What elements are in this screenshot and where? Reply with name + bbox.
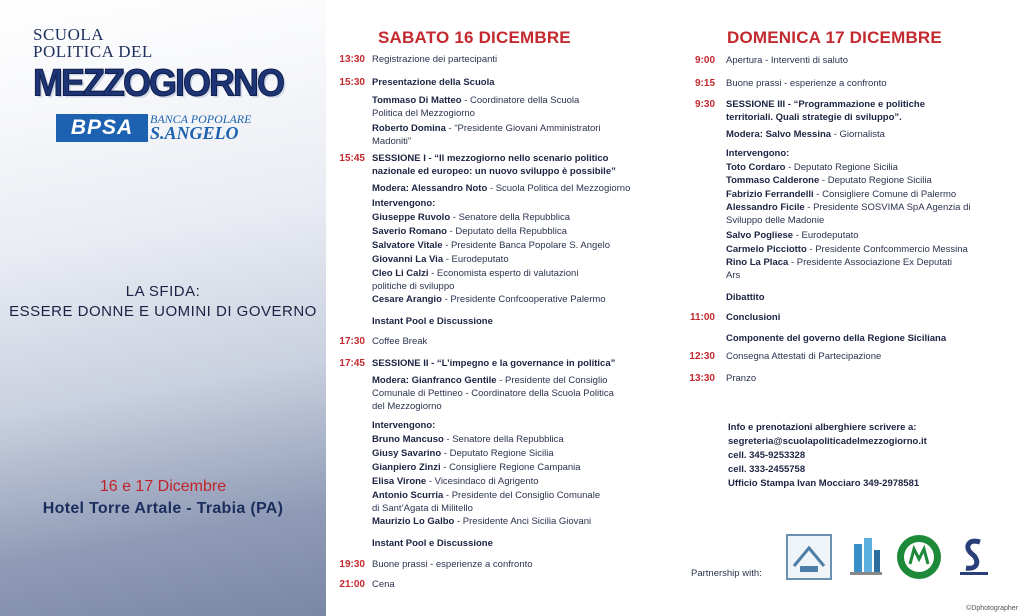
speaker-entry bbox=[372, 475, 539, 488]
schedule-text-continued: Ars bbox=[726, 270, 741, 281]
schedule-time: 19:30 bbox=[339, 559, 365, 570]
schedule-heading: Intervengono: bbox=[726, 148, 790, 159]
sfida-line-1: LA SFIDA: bbox=[125, 283, 201, 300]
schedule-time: 11:00 bbox=[689, 312, 715, 323]
partnership-label: Partnership with: bbox=[691, 568, 762, 579]
speaker-entry bbox=[372, 433, 564, 446]
schedule-time: 9:30 bbox=[694, 99, 715, 110]
schedule-time: 17:45 bbox=[339, 358, 365, 369]
partner-logo-1 bbox=[786, 534, 832, 580]
speaker-role: - Deputato Regione Sicilia bbox=[785, 162, 898, 173]
schedule-text-continued: di Sant’Agata di Militello bbox=[372, 503, 473, 514]
info-line: Ufficio Stampa Ivan Mocciaro 349-2978581 bbox=[728, 478, 920, 489]
speaker-name: Bruno Mancuso bbox=[372, 434, 444, 445]
speaker-entry bbox=[372, 447, 554, 460]
speaker-name: Carmelo Picciotto bbox=[726, 244, 807, 255]
speaker-name: Rino La Placa bbox=[726, 257, 789, 268]
schedule-text: Presentazione della Scuola bbox=[372, 77, 495, 88]
speaker-name: Fabrizio Ferrandelli bbox=[726, 189, 814, 200]
speaker-entry bbox=[372, 461, 581, 474]
schedule-time: 15:45 bbox=[339, 153, 365, 164]
schedule-time: 17:30 bbox=[339, 336, 365, 347]
speaker-role: - Eurodeputato bbox=[443, 254, 509, 265]
left-panel bbox=[0, 0, 326, 616]
schedule-text: SESSIONE III - “Programmazione e politiche bbox=[726, 99, 926, 110]
speaker-name: Giovanni La Via bbox=[372, 254, 444, 265]
speaker-entry bbox=[726, 256, 952, 269]
speaker-name: Toto Cordaro bbox=[726, 162, 786, 173]
speaker-entry bbox=[372, 211, 570, 224]
contact-email[interactable]: segreteria@scuolapoliticadelmezzogiorno.it bbox=[728, 436, 927, 447]
speaker-role: - Presidente Confcommercio Messina bbox=[806, 244, 968, 255]
schedule-text: Registrazione dei partecipanti bbox=[372, 54, 498, 65]
schedule-time: 13:30 bbox=[689, 373, 715, 384]
schedule-text-continued: nazionale ed europeo: un nuovo sviluppo è possibile” bbox=[372, 166, 616, 177]
speaker-name: Modera: Alessandro Noto bbox=[372, 183, 488, 194]
speaker-entry bbox=[726, 229, 859, 242]
speaker-entry bbox=[372, 239, 610, 252]
schedule-text: Coffee Break bbox=[372, 336, 428, 347]
speaker-name: Tommaso Calderone bbox=[726, 175, 820, 186]
schedule-text: Pranzo bbox=[726, 373, 757, 384]
speaker-role: - Eurodeputato bbox=[793, 230, 859, 241]
bpsa-logo: BPSA bbox=[56, 114, 148, 142]
speaker-entry bbox=[372, 515, 591, 528]
speaker-entry bbox=[726, 201, 971, 214]
event-dates: 16 e 17 Dicembre bbox=[99, 478, 227, 495]
info-line: cell. 345-9253328 bbox=[728, 450, 806, 461]
speaker-role: - Presidente del Consiglio bbox=[496, 375, 608, 386]
schedule-time: 9:15 bbox=[694, 78, 715, 89]
schedule-text-continued: Sviluppo delle Madonie bbox=[726, 215, 825, 226]
speaker-role: - Deputato Regione Sicilia bbox=[441, 448, 554, 459]
speaker-role: - Vicesindaco di Agrigento bbox=[426, 476, 539, 487]
speaker-name: Salvatore Vitale bbox=[372, 240, 443, 251]
schedule-text-continued: Madoniti” bbox=[372, 136, 412, 147]
schedule-text: Buone prassi - esperienze a confronto bbox=[726, 78, 887, 89]
info-line: cell. 333-2455758 bbox=[728, 464, 806, 475]
speaker-name: Tommaso Di Matteo bbox=[372, 95, 462, 106]
speaker-role: - Economista esperto di valutazioni bbox=[428, 268, 579, 279]
speaker-entry bbox=[372, 94, 579, 107]
partner-logo-4 bbox=[956, 534, 992, 580]
speaker-role: - Presidente SOSVIMA SpA Agenzia di bbox=[804, 202, 971, 213]
schedule-text-continued: Politica del Mezzogiorno bbox=[372, 108, 475, 119]
partner-logo-2 bbox=[846, 534, 886, 580]
speaker-entry bbox=[372, 253, 509, 266]
schedule-time: 13:30 bbox=[339, 54, 365, 65]
sunday-title: DOMENICA 17 DICEMBRE bbox=[727, 28, 942, 47]
bank-name: BANCA POPOLARE S.ANGELO bbox=[150, 112, 252, 143]
speaker-role: - Consigliere Comune di Palermo bbox=[813, 189, 957, 200]
speaker-entry bbox=[372, 489, 600, 502]
school-title: SCUOLA POLITICA DEL bbox=[33, 25, 153, 61]
speaker-entry bbox=[726, 174, 932, 187]
speaker-name: Cleo Li Calzi bbox=[372, 268, 429, 279]
speaker-role: - Deputato Regione Sicilia bbox=[819, 175, 932, 186]
speaker-entry bbox=[726, 128, 885, 141]
speaker-entry bbox=[726, 188, 956, 201]
schedule-text: Consegna Attestati di Partecipazione bbox=[726, 351, 882, 362]
speaker-name: Roberto Domina bbox=[372, 123, 446, 134]
speaker-role: - Presidente Banca Popolare S. Angelo bbox=[442, 240, 611, 251]
speaker-name: Gianpiero Zinzi bbox=[372, 462, 441, 473]
speaker-name: Giusy Savarino bbox=[372, 448, 442, 459]
speaker-entry bbox=[726, 161, 898, 174]
photo-credit: ©Dphotographer bbox=[966, 605, 1018, 612]
partner-logo-3 bbox=[896, 534, 942, 580]
speaker-entry bbox=[372, 293, 606, 306]
speaker-role: - Presidente Confcooperative Palermo bbox=[441, 294, 606, 305]
schedule-text: Buone prassi - esperienze a confronto bbox=[372, 559, 533, 570]
schedule-time: 9:00 bbox=[694, 55, 715, 66]
schedule-time: 15:30 bbox=[339, 77, 365, 88]
speaker-name: Modera: Gianfranco Gentile bbox=[372, 375, 497, 386]
schedule-text: SESSIONE II - “L’impegno e la governance in politica” bbox=[372, 358, 616, 369]
speaker-name: Elisa Virone bbox=[372, 476, 427, 487]
speaker-entry bbox=[726, 243, 968, 256]
schedule-text-continued: politiche di sviluppo bbox=[372, 281, 455, 292]
speaker-role: - Presidente Anci Sicilia Giovani bbox=[454, 516, 592, 527]
speaker-role: - Coordinatore della Scuola bbox=[461, 95, 580, 106]
sfida-line-2: ESSERE DONNE E UOMINI DI GOVERNO bbox=[9, 303, 317, 320]
event-venue: Hotel Torre Artale - Trabia (PA) bbox=[42, 500, 284, 517]
schedule-text: SESSIONE I - “Il mezzogiorno nello scenario politico bbox=[372, 153, 609, 164]
mezzogiorno-logo: MEZZOGIORNO bbox=[33, 60, 283, 104]
schedule-text: Apertura - Interventi di saluto bbox=[726, 55, 848, 66]
schedule-heading: Dibattito bbox=[726, 292, 765, 303]
speaker-role: - Scuola Politica del Mezzogiorno bbox=[487, 183, 631, 194]
schedule-time: 21:00 bbox=[339, 579, 365, 590]
speaker-name: Antonio Scurria bbox=[372, 490, 444, 501]
info-line: Info e prenotazioni alberghiere scrivere a: bbox=[728, 422, 917, 433]
speaker-name: Maurizio Lo Galbo bbox=[372, 516, 455, 527]
schedule-text-continued: Comunale di Pettineo - Coordinatore della Scuola Politica bbox=[372, 388, 614, 399]
speaker-role: - Consigliere Regione Campania bbox=[440, 462, 581, 473]
schedule-heading: Componente del governo della Regione Siciliana bbox=[726, 333, 947, 344]
speaker-role: - Senatore della Repubblica bbox=[450, 212, 571, 223]
schedule-text: Cena bbox=[372, 579, 395, 590]
speaker-role: - Senatore della Repubblica bbox=[443, 434, 564, 445]
speaker-name: Saverio Romano bbox=[372, 226, 447, 237]
speaker-role: - Deputato della Repubblica bbox=[446, 226, 567, 237]
schedule-text: Conclusioni bbox=[726, 312, 781, 323]
speaker-name: Giuseppe Ruvolo bbox=[372, 212, 451, 223]
speaker-role: - Giornalista bbox=[831, 129, 885, 140]
speaker-entry bbox=[372, 225, 567, 238]
speaker-entry bbox=[372, 122, 601, 135]
schedule-text-continued: territoriali. Quali strategie di sviluppo”. bbox=[726, 112, 902, 123]
schedule-heading: Intervengono: bbox=[372, 198, 436, 209]
speaker-entry bbox=[372, 182, 630, 195]
schedule-heading: Instant Pool e Discussione bbox=[372, 316, 493, 327]
schedule-text-continued: del Mezzogiorno bbox=[372, 401, 442, 412]
schedule-heading: Instant Pool e Discussione bbox=[372, 538, 493, 549]
speaker-role: - Presidente Associazione Ex Deputati bbox=[788, 257, 953, 268]
speaker-name: Salvo Pogliese bbox=[726, 230, 794, 241]
saturday-title: SABATO 16 DICEMBRE bbox=[378, 28, 571, 47]
speaker-entry bbox=[372, 374, 607, 387]
schedule-time: 12:30 bbox=[689, 351, 715, 362]
speaker-name: Cesare Arangio bbox=[372, 294, 442, 305]
speaker-name: Alessandro Ficile bbox=[726, 202, 805, 213]
speaker-name: Modera: Salvo Messina bbox=[726, 129, 832, 140]
speaker-role: - “Presidente Giovani Amministratori bbox=[445, 123, 601, 134]
speaker-entry bbox=[372, 267, 578, 280]
speaker-role: - Presidente del Consiglio Comunale bbox=[443, 490, 601, 501]
schedule-heading: Intervengono: bbox=[372, 420, 436, 431]
